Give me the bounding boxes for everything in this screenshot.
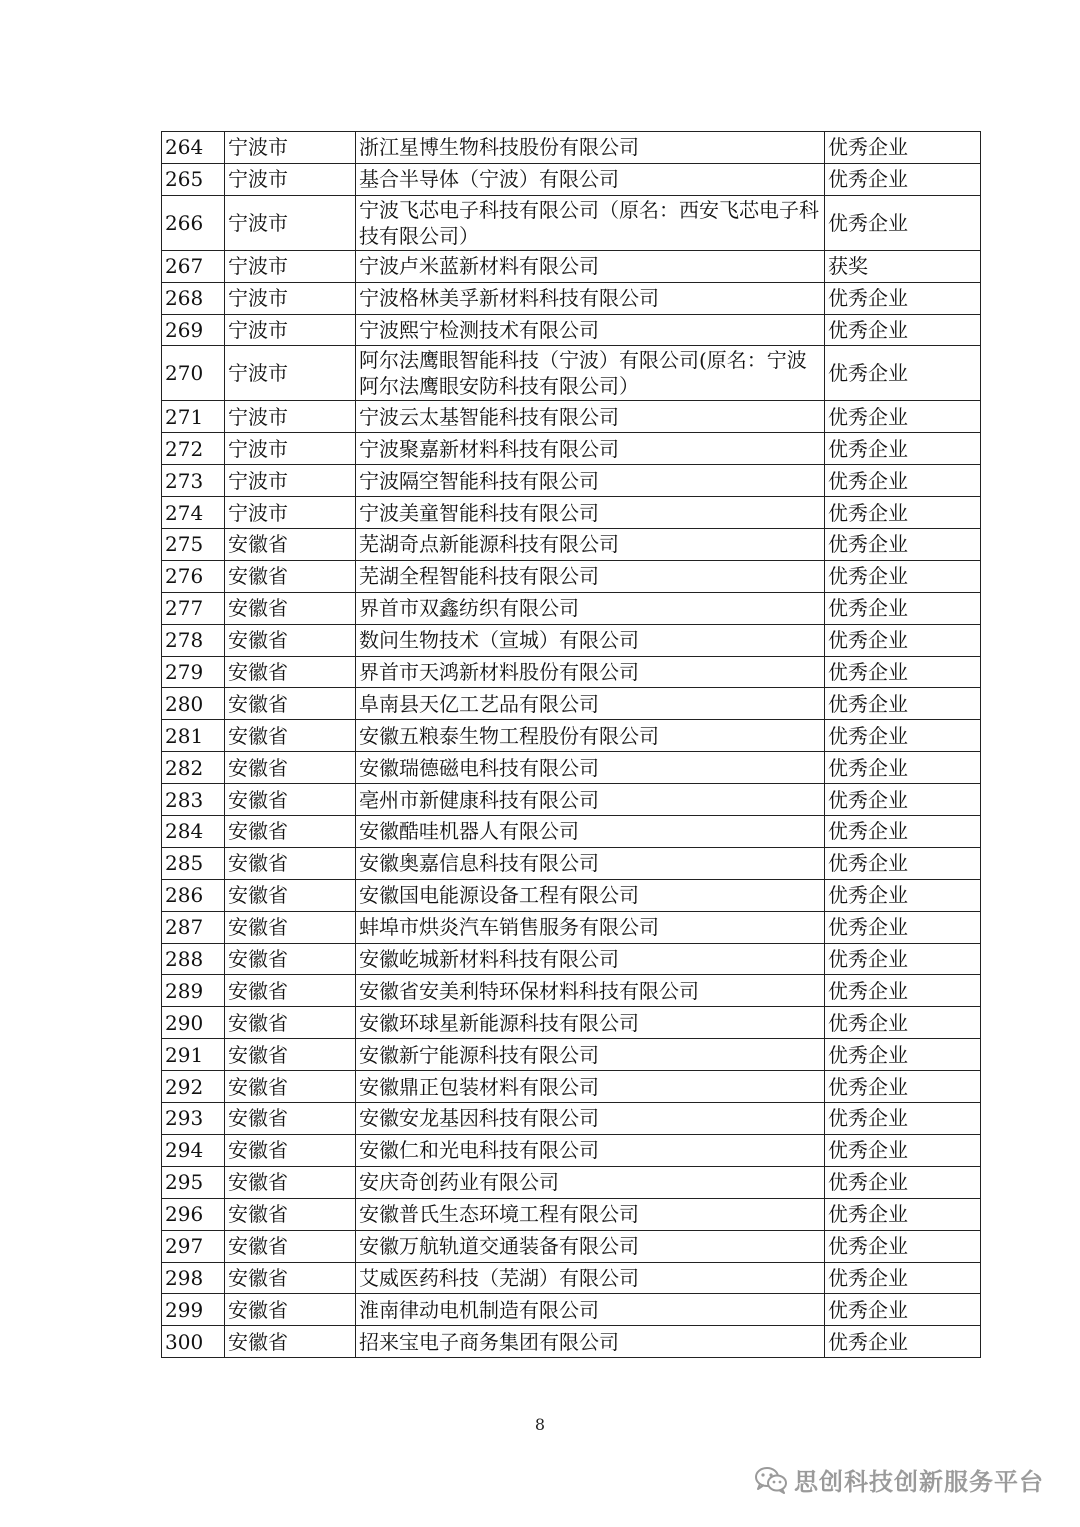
row-number-cell: 280 [162,688,225,720]
row-number-cell: 268 [162,282,225,314]
table-row [162,784,981,816]
company-name-cell: 宁波格林美孚新材料科技有限公司 [356,282,825,314]
region-cell: 安徽省 [225,1134,356,1166]
row-number-cell: 266 [162,195,225,250]
region-cell: 安徽省 [225,529,356,561]
award-cell: 优秀企业 [825,752,981,784]
company-name-cell: 芜湖奇点新能源科技有限公司 [356,529,825,561]
table-row [162,1262,981,1294]
row-number-cell: 281 [162,720,225,752]
row-number-cell: 265 [162,163,225,195]
table-row [162,1071,981,1103]
table-row [162,1007,981,1039]
region-cell: 安徽省 [225,560,356,592]
award-cell: 优秀企业 [825,401,981,433]
table-row [162,346,981,401]
company-name-cell: 宁波飞芯电子科技有限公司（原名：西安飞芯电子科技有限公司） [356,195,825,250]
table-row [162,656,981,688]
row-number-cell: 267 [162,250,225,282]
table-row [162,433,981,465]
award-cell: 优秀企业 [825,911,981,943]
company-name-cell: 宁波云太基智能科技有限公司 [356,401,825,433]
company-name-cell: 安庆奇创药业有限公司 [356,1166,825,1198]
award-cell: 优秀企业 [825,132,981,164]
award-cell: 优秀企业 [825,879,981,911]
region-cell: 宁波市 [225,314,356,346]
region-cell: 安徽省 [225,1198,356,1230]
region-cell: 宁波市 [225,433,356,465]
award-cell: 优秀企业 [825,1007,981,1039]
company-name-cell: 淮南律动电机制造有限公司 [356,1294,825,1326]
table-row [162,560,981,592]
row-number-cell: 290 [162,1007,225,1039]
company-name-cell: 安徽环球星新能源科技有限公司 [356,1007,825,1039]
award-cell: 优秀企业 [825,1039,981,1071]
table-row [162,1039,981,1071]
table-row [162,720,981,752]
table-row [162,1103,981,1135]
row-number-cell: 275 [162,529,225,561]
company-name-cell: 安徽国电能源设备工程有限公司 [356,879,825,911]
table-row [162,1166,981,1198]
region-cell: 安徽省 [225,1294,356,1326]
row-number-cell: 297 [162,1230,225,1262]
row-number-cell: 264 [162,132,225,164]
row-number-cell: 269 [162,314,225,346]
company-name-cell: 安徽普氏生态环境工程有限公司 [356,1198,825,1230]
company-name-cell: 安徽鼎正包装材料有限公司 [356,1071,825,1103]
company-name-cell: 数问生物技术（宣城）有限公司 [356,624,825,656]
company-name-cell: 宁波美童智能科技有限公司 [356,497,825,529]
table-row [162,497,981,529]
company-name-cell: 芜湖全程智能科技有限公司 [356,560,825,592]
table-row [162,250,981,282]
row-number-cell: 287 [162,911,225,943]
row-number-cell: 273 [162,465,225,497]
row-number-cell: 299 [162,1294,225,1326]
award-cell: 优秀企业 [825,1166,981,1198]
region-cell: 安徽省 [225,784,356,816]
region-cell: 安徽省 [225,592,356,624]
table-row [162,401,981,433]
region-cell: 安徽省 [225,911,356,943]
award-cell: 优秀企业 [825,163,981,195]
row-number-cell: 294 [162,1134,225,1166]
company-name-cell: 界首市双鑫纺织有限公司 [356,592,825,624]
region-cell: 安徽省 [225,752,356,784]
row-number-cell: 278 [162,624,225,656]
company-name-cell: 艾威医药科技（芜湖）有限公司 [356,1262,825,1294]
table-row [162,911,981,943]
row-number-cell: 285 [162,847,225,879]
table-row [162,816,981,848]
award-cell: 优秀企业 [825,314,981,346]
company-name-cell: 安徽省安美利特环保材料科技有限公司 [356,975,825,1007]
award-cell: 优秀企业 [825,784,981,816]
award-cell: 优秀企业 [825,1103,981,1135]
company-name-cell: 浙江星博生物科技股份有限公司 [356,132,825,164]
award-cell: 优秀企业 [825,1198,981,1230]
company-name-cell: 安徽酷哇机器人有限公司 [356,816,825,848]
row-number-cell: 279 [162,656,225,688]
award-cell: 优秀企业 [825,975,981,1007]
award-cell: 优秀企业 [825,1262,981,1294]
region-cell: 宁波市 [225,163,356,195]
row-number-cell: 298 [162,1262,225,1294]
region-cell: 宁波市 [225,497,356,529]
award-cell: 优秀企业 [825,529,981,561]
company-name-cell: 安徽新宁能源科技有限公司 [356,1039,825,1071]
company-name-cell: 宁波聚嘉新材料科技有限公司 [356,433,825,465]
award-cell: 优秀企业 [825,1134,981,1166]
watermark-text: 思创科技创新服务平台 [794,1468,1044,1496]
award-list-table [161,131,981,1358]
table-row [162,847,981,879]
company-name-cell: 阿尔法鹰眼智能科技（宁波）有限公司(原名：宁波阿尔法鹰眼安防科技有限公司） [356,346,825,401]
region-cell: 安徽省 [225,879,356,911]
company-name-cell: 宁波熙宁检测技术有限公司 [356,314,825,346]
watermark [754,1462,1044,1497]
region-cell: 安徽省 [225,1230,356,1262]
table-row [162,163,981,195]
region-cell: 安徽省 [225,1103,356,1135]
company-name-cell: 安徽万航轨道交通装备有限公司 [356,1230,825,1262]
table-row [162,1230,981,1262]
company-name-cell: 安徽仁和光电科技有限公司 [356,1134,825,1166]
page-number: 8 [534,1415,546,1434]
award-cell: 优秀企业 [825,656,981,688]
award-cell: 优秀企业 [825,1071,981,1103]
award-cell: 优秀企业 [825,816,981,848]
row-number-cell: 300 [162,1326,225,1358]
table-row [162,688,981,720]
company-name-cell: 宁波隔空智能科技有限公司 [356,465,825,497]
row-number-cell: 288 [162,943,225,975]
company-name-cell: 安徽屹城新材料科技有限公司 [356,943,825,975]
region-cell: 安徽省 [225,847,356,879]
award-cell: 优秀企业 [825,497,981,529]
table-row [162,624,981,656]
region-cell: 宁波市 [225,465,356,497]
table-row [162,975,981,1007]
wechat-icon [754,1466,788,1494]
region-cell: 安徽省 [225,1007,356,1039]
company-name-cell: 基合半导体（宁波）有限公司 [356,163,825,195]
table-row [162,282,981,314]
company-name-cell: 蚌埠市烘炎汽车销售服务有限公司 [356,911,825,943]
region-cell: 安徽省 [225,656,356,688]
row-number-cell: 282 [162,752,225,784]
row-number-cell: 277 [162,592,225,624]
table-row [162,943,981,975]
row-number-cell: 293 [162,1103,225,1135]
region-cell: 宁波市 [225,401,356,433]
company-name-cell: 招来宝电子商务集团有限公司 [356,1326,825,1358]
table-row [162,314,981,346]
row-number-cell: 295 [162,1166,225,1198]
award-cell: 优秀企业 [825,560,981,592]
row-number-cell: 289 [162,975,225,1007]
table-row [162,465,981,497]
company-name-cell: 安徽瑞德磁电科技有限公司 [356,752,825,784]
award-cell: 优秀企业 [825,195,981,250]
table-row [162,1326,981,1358]
region-cell: 安徽省 [225,1262,356,1294]
row-number-cell: 272 [162,433,225,465]
table-row [162,195,981,250]
region-cell: 宁波市 [225,132,356,164]
region-cell: 安徽省 [225,943,356,975]
award-cell: 优秀企业 [825,346,981,401]
region-cell: 宁波市 [225,346,356,401]
table-row [162,1134,981,1166]
company-name-cell: 安徽安龙基因科技有限公司 [356,1103,825,1135]
table-body [162,132,981,1358]
row-number-cell: 292 [162,1071,225,1103]
row-number-cell: 296 [162,1198,225,1230]
table-row [162,752,981,784]
award-cell: 优秀企业 [825,465,981,497]
row-number-cell: 270 [162,346,225,401]
region-cell: 宁波市 [225,282,356,314]
award-cell: 优秀企业 [825,624,981,656]
region-cell: 安徽省 [225,975,356,1007]
table-row [162,592,981,624]
region-cell: 安徽省 [225,1071,356,1103]
row-number-cell: 284 [162,816,225,848]
award-cell: 优秀企业 [825,1326,981,1358]
region-cell: 安徽省 [225,688,356,720]
award-cell: 优秀企业 [825,847,981,879]
award-cell: 优秀企业 [825,720,981,752]
region-cell: 宁波市 [225,250,356,282]
table-row [162,1294,981,1326]
region-cell: 安徽省 [225,624,356,656]
region-cell: 宁波市 [225,195,356,250]
company-name-cell: 宁波卢米蓝新材料有限公司 [356,250,825,282]
award-cell: 优秀企业 [825,688,981,720]
row-number-cell: 274 [162,497,225,529]
row-number-cell: 286 [162,879,225,911]
row-number-cell: 291 [162,1039,225,1071]
table-row [162,529,981,561]
region-cell: 安徽省 [225,1039,356,1071]
table-row [162,132,981,164]
award-cell: 获奖 [825,250,981,282]
award-cell: 优秀企业 [825,592,981,624]
company-name-cell: 阜南县天亿工艺品有限公司 [356,688,825,720]
company-name-cell: 界首市天鸿新材料股份有限公司 [356,656,825,688]
region-cell: 安徽省 [225,1166,356,1198]
award-cell: 优秀企业 [825,1294,981,1326]
company-name-cell: 安徽奥嘉信息科技有限公司 [356,847,825,879]
company-name-cell: 安徽五粮泰生物工程股份有限公司 [356,720,825,752]
award-cell: 优秀企业 [825,282,981,314]
row-number-cell: 271 [162,401,225,433]
award-cell: 优秀企业 [825,1230,981,1262]
row-number-cell: 276 [162,560,225,592]
region-cell: 安徽省 [225,720,356,752]
award-cell: 优秀企业 [825,943,981,975]
table-row [162,1198,981,1230]
company-name-cell: 亳州市新健康科技有限公司 [356,784,825,816]
region-cell: 安徽省 [225,1326,356,1358]
row-number-cell: 283 [162,784,225,816]
award-cell: 优秀企业 [825,433,981,465]
table-row [162,879,981,911]
region-cell: 安徽省 [225,816,356,848]
